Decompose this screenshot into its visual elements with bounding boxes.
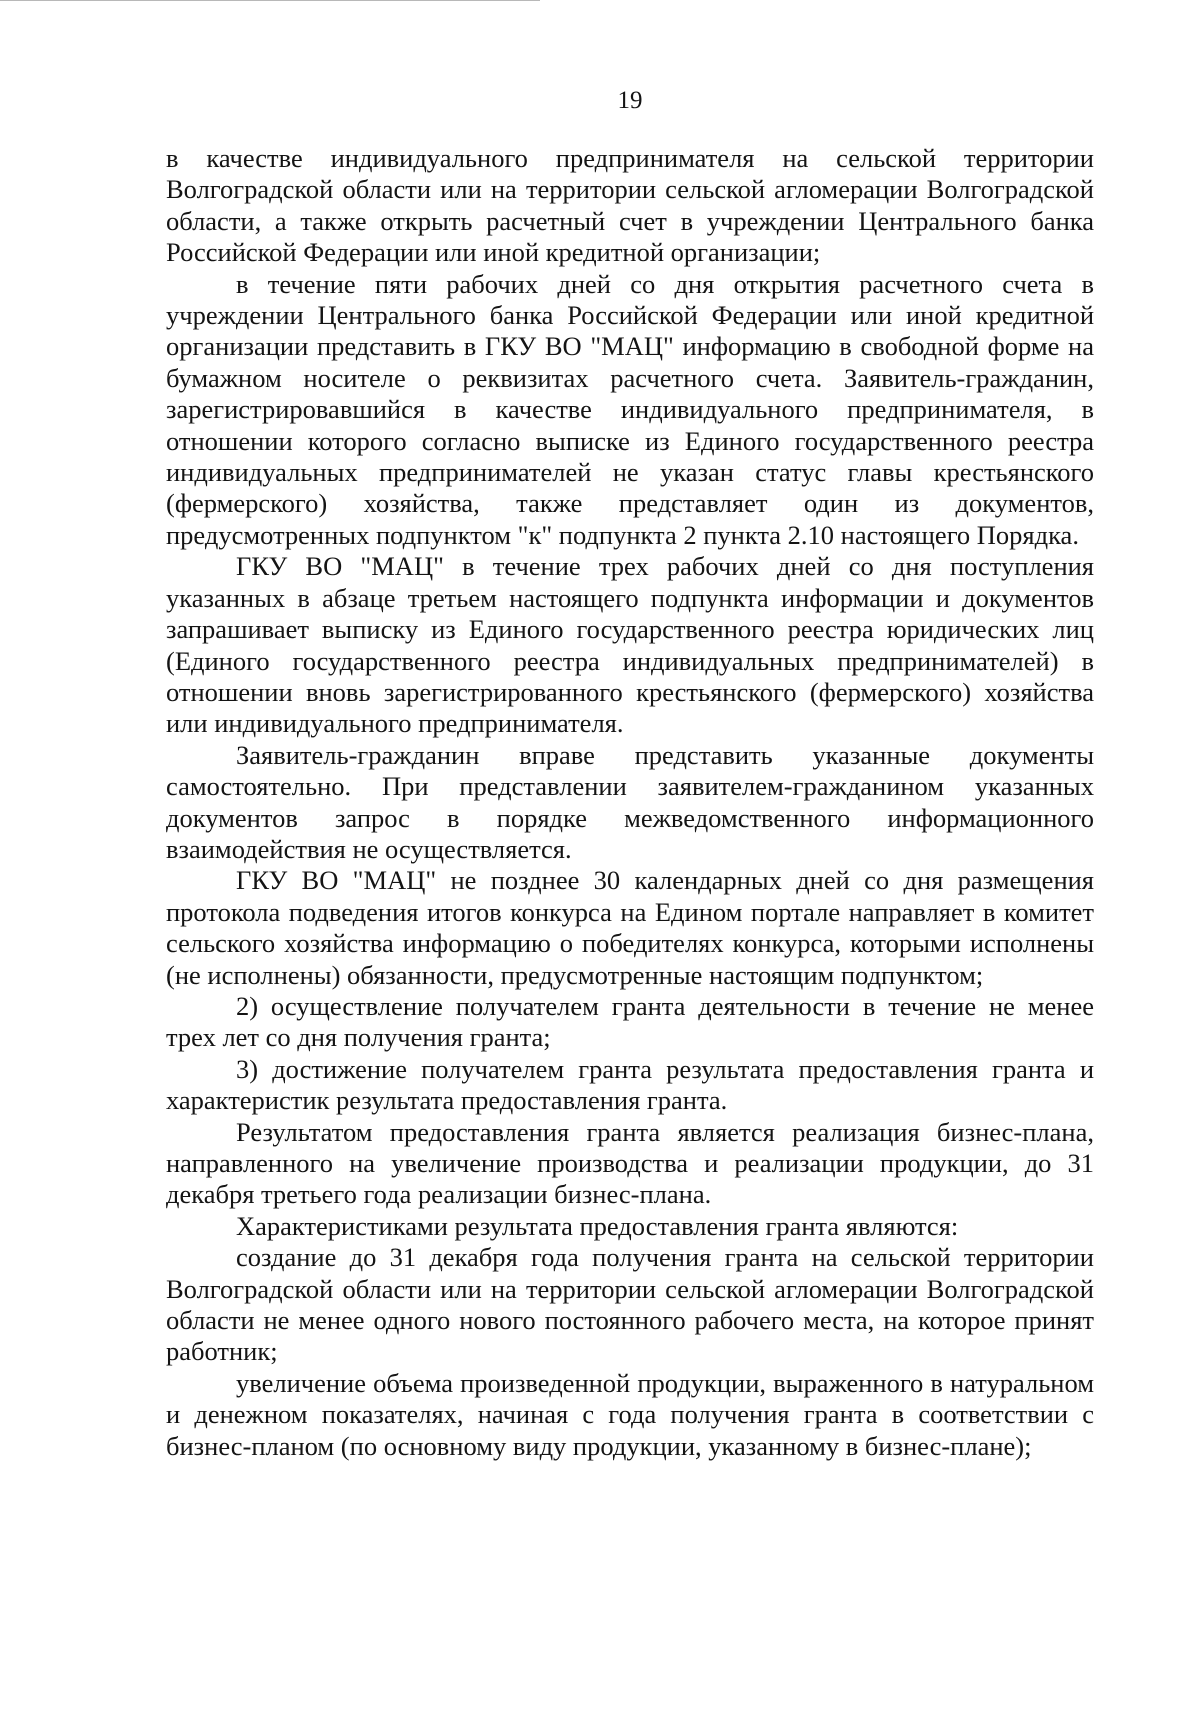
document-body [166, 143, 1094, 1462]
page-number: 19 [617, 87, 643, 114]
paragraph-account-details: в течение пяти рабочих дней со дня открытия расчетного счета в учреждении Центрального банка Российской Федерации или иной кредитной организации представить в ГКУ ВО "МАЦ" информацию в свободной форме на бумажном носителе о реквизитах расчетного счета. Заявитель-гражданин, зарегистрировавшийся в качестве индивидуального предпринимателя, в отношении которого согласно выписке из Единого государственного реестра индивидуальных предпринимателей не указан статус главы крестьянского (фермерского) хозяйства, также представляет один из документов, предусмотренных подпунктом "к" подпункта 2 пункта 2.10 настоящего Порядка. [166, 268, 1094, 550]
paragraph-grant-result: Результатом предоставления гранта является реализация бизнес-плана, направленного на увеличение производства и реализации продукции, до 31 декабря третьего года реализации бизнес-плана. [166, 1116, 1094, 1210]
paragraph-winners-info: ГКУ ВО "МАЦ" не позднее 30 календарных дней со дня размещения протокола подведения итогов конкурса на Едином портале направляет в комитет сельского хозяйства информацию о победителях конкурса, которыми исполнены (не исполнены) обязанности, предусмотренные настоящим подпунктом; [166, 865, 1094, 990]
paragraph-characteristics-heading: Характеристиками результата предоставления гранта являются: [236, 1210, 959, 1241]
list-item-2: 2) осуществление получателем гранта деятельности в течение не менее трех лет со дня получения гранта; [166, 990, 1094, 1053]
paragraph-continuation: в качестве индивидуального предпринимателя на сельской территории Волгоградской области или на территории сельской агломерации Волгоградской области, а также открыть расчетный счет в учреждении Центрального банка Российской Федерации или иной кредитной организации; [166, 143, 1094, 268]
paragraph-self-submission: Заявитель-гражданин вправе представить указанные документы самостоятельно. При представлении заявителем-гражданином указанных документов запрос в порядке межведомственного информационного взаимодействия не осуществляется. [166, 739, 1094, 864]
scan-top-edge-line [0, 0, 540, 1]
paragraph-registry-request: ГКУ ВО "МАЦ" в течение трех рабочих дней со дня поступления указанных в абзаце третьем настоящего подпункта информации и документов запрашивает выписку из Единого государственного реестра юридических лиц (Единого государственного реестра индивидуальных предпринимателей) в отношении вновь зарегистрированного крестьянского (фермерского) хозяйства или индивидуального предпринимателя. [166, 551, 1094, 739]
list-item-3: 3) достижение получателем гранта результата предоставления гранта и характеристик результата предоставления гранта. [166, 1053, 1094, 1116]
paragraph-production-increase: увеличение объема произведенной продукции, выраженного в натуральном и денежном показателях, начиная с года получения гранта в соответствии с бизнес-планом (по основному виду продукции, указанному в бизнес-плане); [166, 1367, 1094, 1461]
paragraph-new-workplace: создание до 31 декабря года получения гранта на сельской территории Волгоградской области или на территории сельской агломерации Волгоградской области не менее одного нового постоянного рабочего места, на которое принят работник; [166, 1242, 1094, 1367]
